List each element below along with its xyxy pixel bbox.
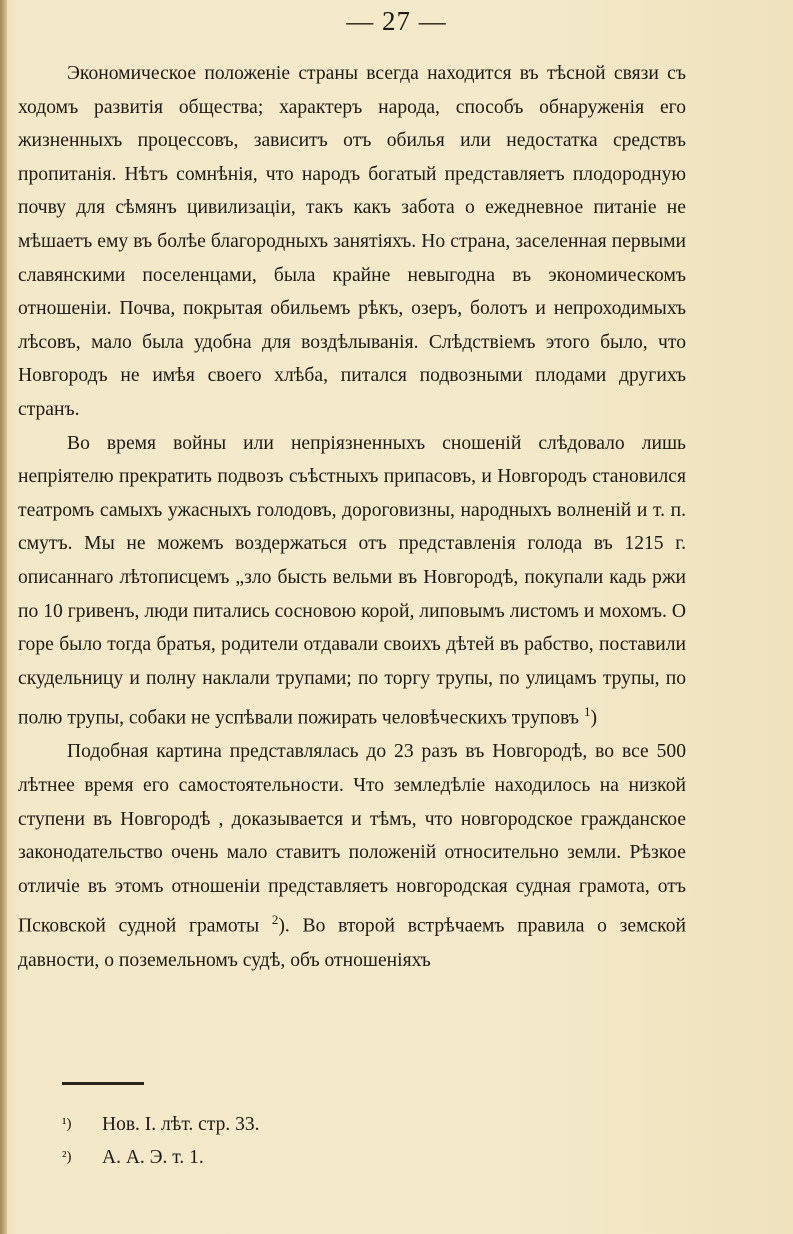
paragraph-3 xyxy=(18,735,686,977)
page-spine-edge xyxy=(0,0,7,1234)
paragraph-2-text: Во время войны или непріязненныхъ сношеній слѣдовало лишь непріятелю прекратить подвозъ съѣстныхъ припасовъ, и Новгородъ становился театромъ самыхъ ужасныхъ голодовъ, дороговизны, народныхъ волненій и т. п. смутъ. Мы не можемъ воздержаться отъ представленія голода въ 1215 г. описаннаго лѣтописцемъ „зло бысть вельми въ Новгородѣ, покупали кадь ржи по 10 гривенъ, люди питались сосновою корой, липовымъ листомъ и мохомъ. О горе было тогда братья, родители отдавали своихъ дѣтей въ рабство, поставили скудельницу и полну наклали трупами; по торгу трупы, по улицамъ трупы, по полю трупы, собаки не успѣвали пожирать человѣческихъ труповъ xyxy=(18,432,686,729)
footnote-1-text: Нов. I. лѣт. стр. 33. xyxy=(102,1114,260,1135)
paragraph-3-text: Подобная картина представлялась до 23 разъ въ Новгородѣ, во все 500 лѣтнее время его самостоятельности. Что земледѣліе находилось на низкой ступени въ Новгородѣ , доказывается и тѣмъ, что новгородское гражданское законодательство очень мало ставитъ положеній относительно земли. Рѣзкое отличіе въ этомъ отношеніи представляетъ новгородская судная грамота, отъ Псковской судной грамоты xyxy=(18,741,686,937)
footnotes xyxy=(62,1108,662,1174)
footnote-divider xyxy=(62,1082,144,1085)
footnote-1 xyxy=(62,1108,662,1141)
footnote-ref-2-close: ). xyxy=(278,915,290,937)
page-number: — 27 — xyxy=(346,6,447,36)
footnote-2-mark: ²) xyxy=(62,1149,72,1165)
footnote-ref-2: 2 xyxy=(271,912,279,928)
footnote-ref-1-close: ) xyxy=(590,707,597,729)
footnote-2-text: А. А. Э. т. 1. xyxy=(102,1147,204,1168)
footnote-1-mark: ¹) xyxy=(62,1116,72,1132)
footnote-ref-1: 1 xyxy=(583,704,591,720)
paragraph-2 xyxy=(18,427,686,736)
paragraph-3-tail: Во второй встрѣчаемъ правила о земской давности, о поземельномъ судѣ, объ отношеніяхъ xyxy=(18,915,686,971)
paragraph-1: Экономическое положеніе страны всегда находится въ тѣсной связи съ ходомъ развитія общества; характеръ народа, способъ обнаруженія его жизненныхъ процессовъ, зависитъ отъ обилья или недостатка средствъ пропитанія. Нѣтъ сомнѣнія, что народъ богатый представляетъ плодородную почву для сѣмянъ цивилизаціи, такъ какъ забота о ежедневное питаніе не мѣшаетъ ему въ болѣе благородныхъ занятіяхъ. Но страна, заселенная первыми славянскими поселенцами, была крайне невыгодна въ экономическомъ отношеніи. Почва, покрытая обильемъ рѣкъ, озеръ, болотъ и непроходимыхъ лѣсовъ, мало была удобна для воздѣлыванія. Слѣдствіемъ этого было, что Новгородъ не имѣя своего хлѣба, питался подвозными плодами другихъ странъ. xyxy=(18,63,686,420)
footnote-2 xyxy=(62,1141,662,1174)
main-text xyxy=(18,57,686,977)
